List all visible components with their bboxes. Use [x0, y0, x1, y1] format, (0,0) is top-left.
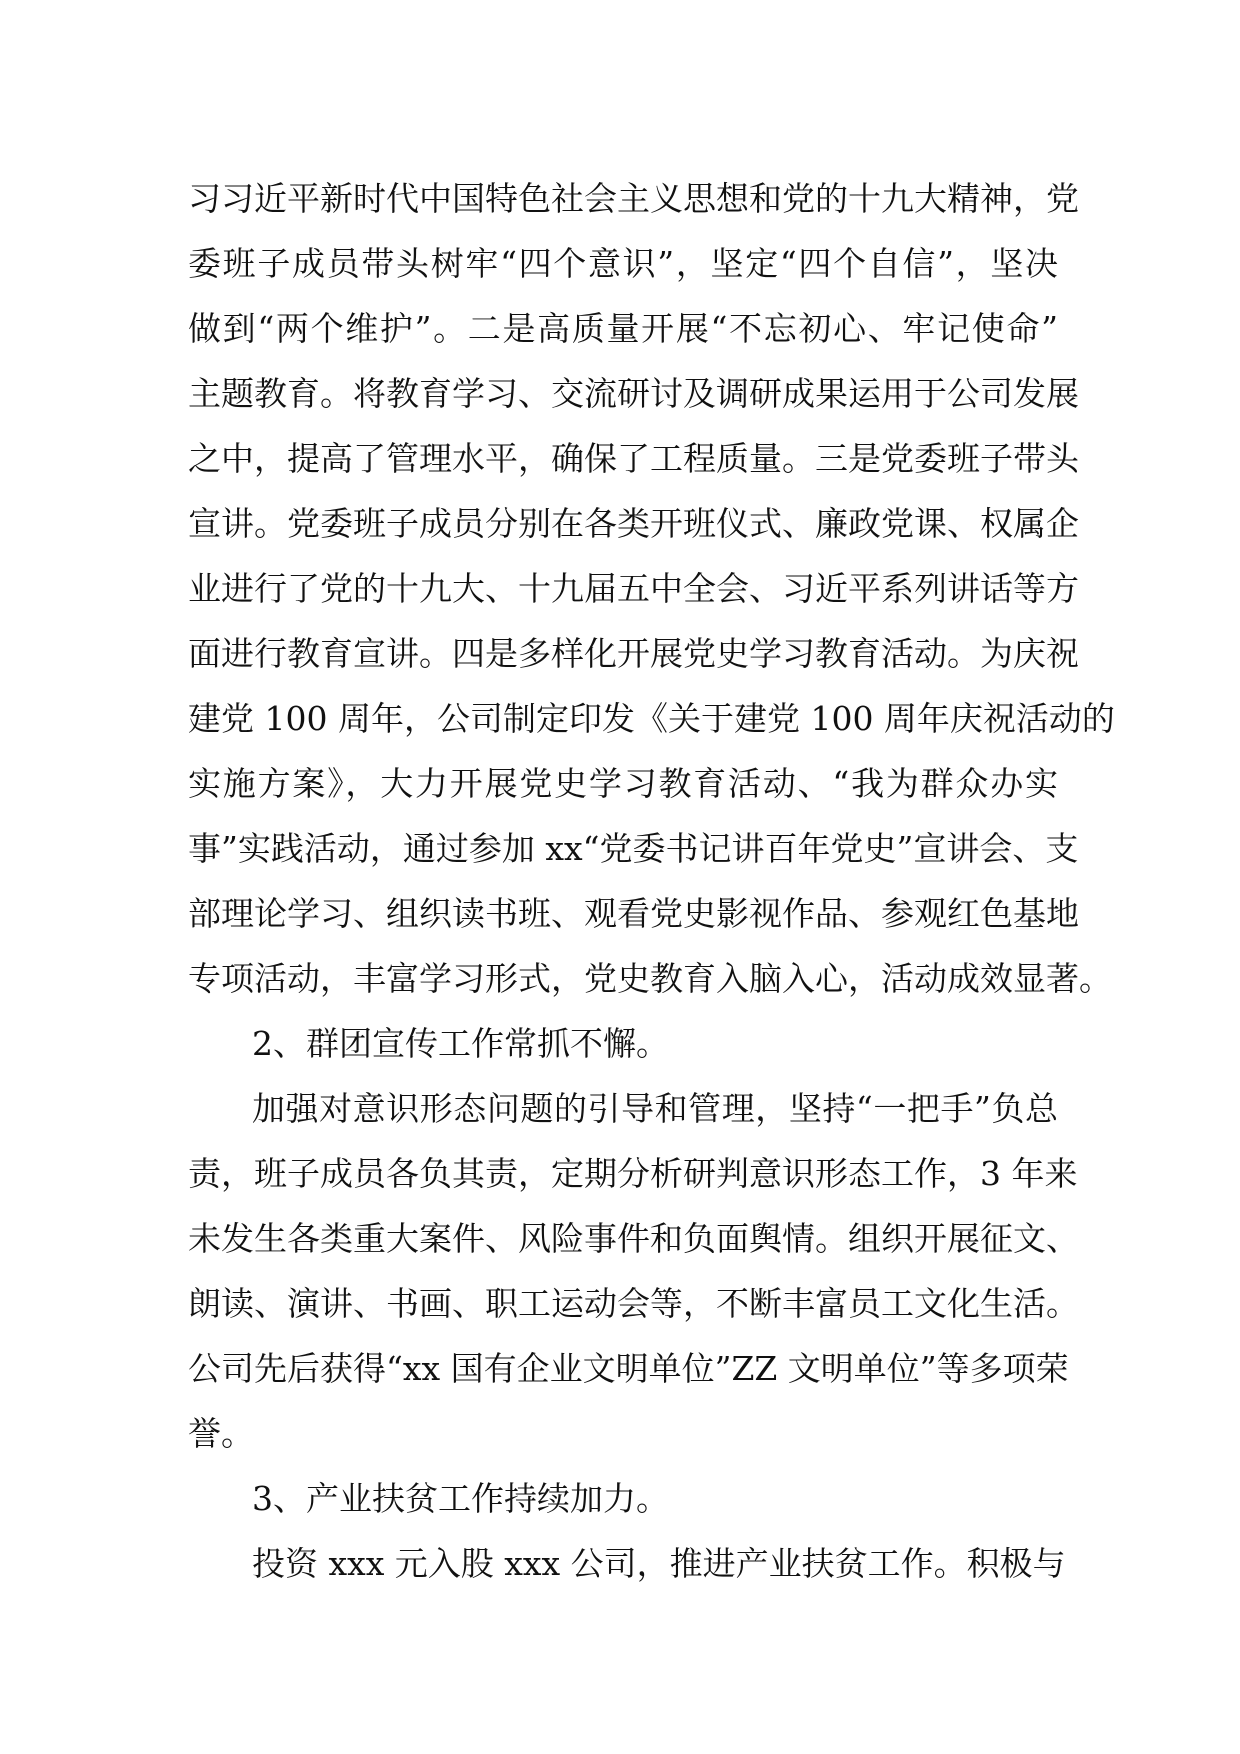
text-line: 事”实践活动，通过参加 xx“党委书记讲百年党史”宣讲会、支 — [188, 829, 1079, 868]
text-line: 部理论学习、组织读书班、观看党史影视作品、参观红色基地 — [188, 894, 1079, 933]
text-line: 加强对意识形态问题的引导和管理，坚持“一把手”负总 — [252, 1089, 1058, 1128]
text-line: 专项活动，丰富学习形式，党史教育入脑入心，活动成效显著。 — [188, 959, 1112, 998]
text-line: 3、产业扶贫工作持续加力。 — [252, 1479, 669, 1518]
text-line: 公司先后获得“xx 国有企业文明单位”ZZ 文明单位”等多项荣 — [188, 1349, 1069, 1388]
text-line: 朗读、演讲、书画、职工运动会等，不断丰富员工文化生活。 — [188, 1284, 1079, 1323]
text-line: 2、群团宣传工作常抓不懈。 — [252, 1024, 669, 1063]
text-line: 之中，提高了管理水平，确保了工程质量。三是党委班子带头 — [188, 439, 1079, 478]
text-line: 未发生各类重大案件、风险事件和负面舆情。组织开展征文、 — [188, 1219, 1079, 1258]
text-line: 主题教育。将教育学习、交流研讨及调研成果运用于公司发展 — [188, 374, 1079, 413]
text-line: 面进行教育宣讲。四是多样化开展党史学习教育活动。为庆祝 — [188, 634, 1079, 673]
text-line: 习习近平新时代中国特色社会主义思想和党的十九大精神，党 — [188, 179, 1079, 218]
text-line: 誉。 — [188, 1414, 254, 1453]
text-line: 投资 xxx 元入股 xxx 公司，推进产业扶贫工作。积极与 — [252, 1544, 1066, 1583]
text-line: 责，班子成员各负其责，定期分析研判意识形态工作，3 年来 — [188, 1154, 1078, 1193]
text-line: 委班子成员带头树牢“四个意识”，坚定“四个自信”，坚决 — [188, 244, 1058, 283]
text-line: 做到“两个维护”。二是高质量开展“不忘初心、牢记使命” — [188, 309, 1058, 348]
text-line: 宣讲。党委班子成员分别在各类开班仪式、廉政党课、权属企 — [188, 504, 1079, 543]
text-line: 业进行了党的十九大、十九届五中全会、习近平系列讲话等方 — [188, 569, 1079, 608]
text-line: 实施方案》，大力开展党史学习教育活动、“我为群众办实 — [188, 764, 1058, 803]
document-body — [188, 166, 1115, 1596]
text-line: 建党 100 周年，公司制定印发《关于建党 100 周年庆祝活动的 — [188, 699, 1115, 738]
